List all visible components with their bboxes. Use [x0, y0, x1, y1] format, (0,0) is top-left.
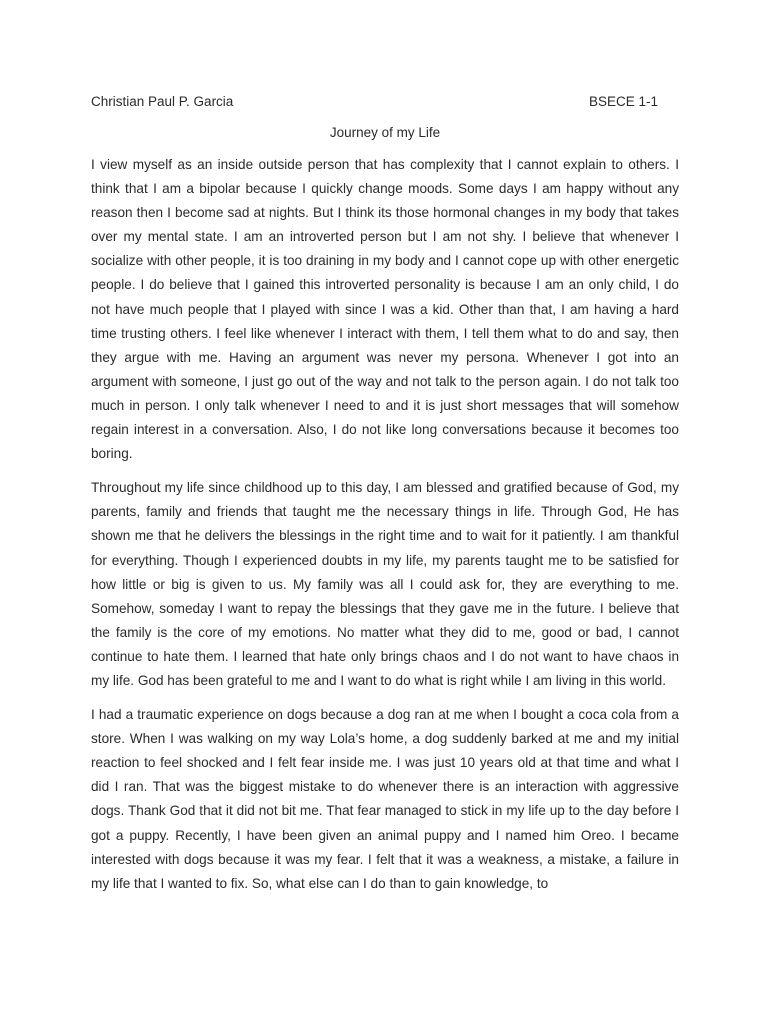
paragraph: I view myself as an inside outside person that has complexity that I cannot explain to others. I think that I am a bipolar because I quickly change moods. Some days I am happy without any reason then I become sad at nights. But I think its those hormonal changes in my body that takes over my mental state. I am an introverted person but I am not shy. I believe that whenever I socialize with other people, it is too draining in my body and I cannot cope up with other energetic people. I do believe that I gained this introverted personality is because I am an only child, I do not have much people that I played with since I was a kid. Other than that, I am having a hard time trusting others. I feel like whenever I interact with them, I tell them what to do and say, then they argue with me. Having an argument was never my persona. Whenever I got into an argument with someone, I just go out of the way and not talk to the person again. I do not talk too much in person. I only talk whenever I need to and it is just short messages that will somehow regain interest in a conversation. Also, I do not like long conversations because it becomes too boring. [91, 157, 679, 462]
course-section: BSECE 1-1 [589, 94, 659, 109]
document-body [91, 153, 679, 906]
paragraph: I had a traumatic experience on dogs because a dog ran at me when I bought a coca cola from a store. When I was walking on my way Lola’s home, a dog suddenly barked at me and my initial reaction to feel shocked and I felt fear inside me. I was just 10 years old at that time and what I did I ran. That was the biggest mistake to do whenever there is an interaction with aggressive dogs. Thank God that it did not bit me. That fear managed to stick in my life up to the day before I got a puppy. Recently, I have been given an animal puppy and I named him Oreo. I became interested with dogs because it was my fear. I felt that it was a weakness, a mistake, a failure in my life that I wanted to fix. So, what else can I do than to gain knowledge, to [91, 707, 679, 891]
document-header [91, 92, 679, 112]
paragraph: Throughout my life since childhood up to this day, I am blessed and gratified because of God, my parents, family and friends that taught me the necessary things in life. Through God, He has shown me that he delivers the blessings in the right time and to wait for it patiently. I am thankful for everything. Though I experienced doubts in my life, my parents taught me to be satisfied for how little or big is given to us. My family was all I could ask for, they are everything to me. Somehow, someday I want to repay the blessings that they gave me in the future. I believe that the family is the core of my emotions. No matter what they did to me, good or bad, I cannot continue to hate them. I learned that hate only brings chaos and I do not want to have chaos in my life. God has been grateful to me and I want to do what is right while I am living in this world. [91, 480, 679, 688]
author-name: Christian Paul P. Garcia [91, 94, 234, 109]
document-page [91, 0, 679, 1024]
document-title: Journey of my Life [329, 125, 441, 140]
